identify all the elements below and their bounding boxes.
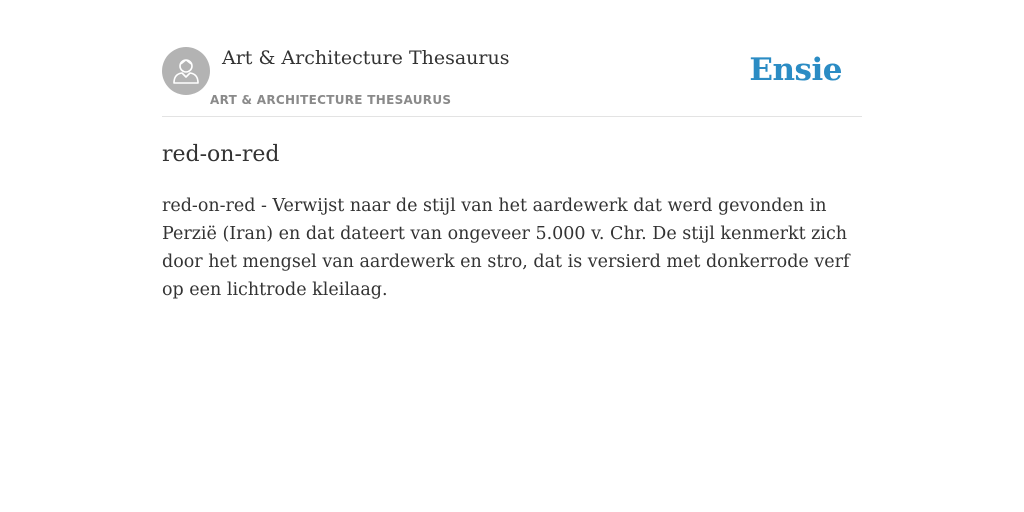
avatar[interactable] [162,47,210,95]
ensie-logo[interactable]: Ensie [749,52,842,88]
author-name[interactable]: Art & Architecture Thesaurus [222,47,510,69]
author-subtitle[interactable]: ART & ARCHITECTURE THESAURUS [210,93,452,107]
page-title: red-on-red [162,142,280,167]
definition-text: red-on-red - Verwijst naar de stijl van het aardewerk dat werd gevonden in Perzië (Iran) en dat dateert van ongeveer 5.000 v. Chr. De stijl kenmerkt zich door het mengsel van aardewerk en stro, dat is versierd met donkerrode verf op een lichtrode kleilaag. [162,196,850,300]
header [162,46,862,117]
user-icon [171,56,201,86]
